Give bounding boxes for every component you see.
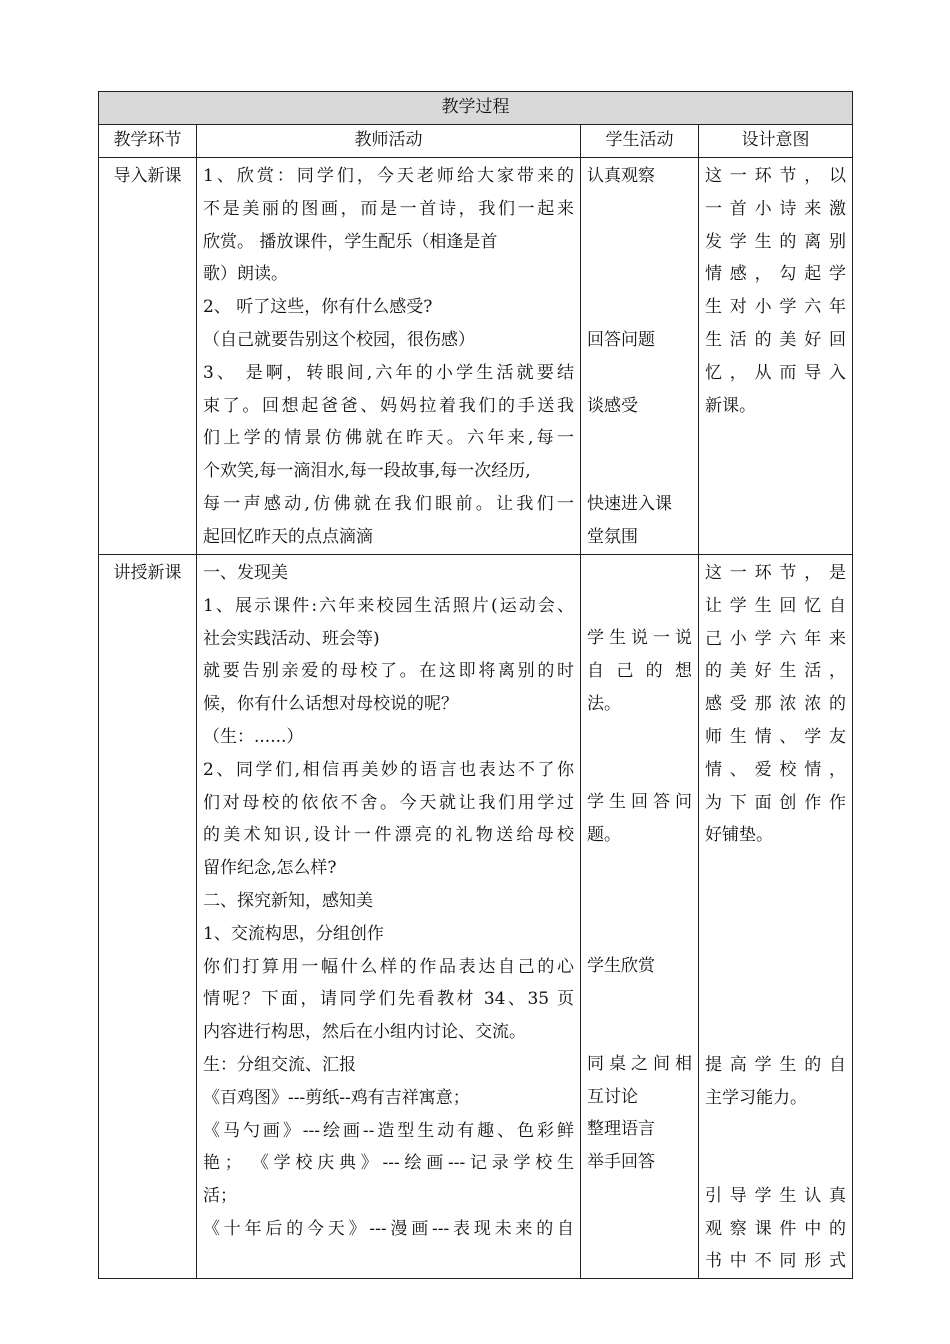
stage-cell: 讲授新课: [99, 554, 197, 1278]
teacher-line: （生：......）: [203, 726, 304, 747]
teacher-line: 束了。回想起爸爸、妈妈拉着我们的手送我: [203, 395, 574, 416]
design-line: 主学习能力。: [705, 1087, 807, 1108]
student-line: 回答问题: [587, 329, 655, 350]
teacher-line: 内容进行构思，然后在小组内讨论、交流。: [203, 1022, 526, 1043]
student-line: 快速进入课: [587, 494, 672, 515]
design-line: 情感，勾起学: [705, 264, 846, 285]
design-line: 观察课件中的: [705, 1218, 846, 1239]
design-line: 一首小诗来激: [705, 198, 846, 219]
student-line: 法。: [587, 693, 621, 714]
teacher-line: 们对母校的依依不舍。今天就让我们用学过: [203, 792, 574, 813]
student-line: 学生说一说: [587, 627, 692, 648]
design-line: 新课。: [705, 395, 756, 416]
teacher-line: 《马勺画》---绘画--造型生动有趣、色彩鲜: [203, 1120, 574, 1141]
design-line: 生对小学六年: [705, 297, 846, 318]
design-cell: [699, 554, 853, 1278]
teacher-line: 一、发现美: [203, 562, 288, 583]
student-line: 同桌之间相: [587, 1053, 692, 1074]
student-cell: [581, 554, 699, 1278]
student-cell: [581, 158, 699, 555]
student-line: 互讨论: [587, 1086, 638, 1107]
design-line: 情、爱校情，: [705, 759, 846, 780]
header-student: 学生活动: [581, 125, 699, 158]
lesson-process-table: [98, 91, 853, 1279]
teacher-line: 起回忆昨天的点点滴滴: [203, 526, 373, 547]
design-line: 己小学六年来: [705, 628, 846, 649]
student-line: 自己的想: [587, 660, 692, 681]
lesson-process-sheet: [98, 91, 852, 1279]
teacher-line: 《百鸡图》---剪纸--鸡有吉祥寓意；: [203, 1087, 470, 1108]
teacher-line: 歌）朗读。: [203, 264, 288, 285]
design-line: 好铺垫。: [705, 825, 773, 846]
design-line: 生活的美好回: [705, 329, 846, 350]
student-line: 谈感受: [587, 395, 638, 416]
teacher-line: 二、探究新知，感知美: [203, 890, 373, 911]
teacher-line: 社会实践活动、班会等): [203, 628, 380, 649]
teacher-line: （自己就要告别这个校园，很伤感）: [203, 329, 475, 350]
teacher-line: 1、欣赏：同学们，今天老师给大家带来的: [203, 166, 574, 186]
teacher-line: 1、展示课件:六年来校园生活照片(运动会、: [203, 595, 574, 616]
design-line: 忆，从而导入: [705, 362, 846, 383]
teacher-line: 2、 听了这些，你有什么感受?: [203, 297, 433, 318]
student-line: 认真观察: [587, 166, 655, 186]
teacher-line: 你们打算用一幅什么样的作品表达自己的心: [203, 956, 574, 977]
teacher-line: 情呢？下面，请同学们先看教材 34、35 页: [203, 989, 574, 1010]
design-line: 让学生回忆自: [705, 595, 846, 616]
teacher-line: 就要告别亲爱的母校了。在这即将离别的时: [203, 661, 574, 682]
teacher-line: 艳； 《学校庆典》---绘画---记录学校生: [203, 1153, 574, 1174]
header-design: 设计意图: [699, 125, 853, 158]
student-line: 学生回答问: [587, 792, 692, 813]
student-line: 堂氛围: [587, 527, 638, 548]
teacher-line: 2、同学们,相信再美妙的语言也表达不了你: [203, 759, 574, 780]
design-line: 为下面创作作: [705, 792, 846, 813]
design-line: 这一环节，以: [705, 166, 846, 186]
teacher-line: 《十年后的今天》---漫画---表现未来的自: [203, 1218, 574, 1239]
design-cell: [699, 158, 853, 555]
design-line: 这一环节，是: [705, 562, 846, 583]
teacher-line: 的美术知识,设计一件漂亮的礼物送给母校: [203, 825, 574, 846]
teacher-line: 个欢笑,每一滴泪水,每一段故事,每一次经历,: [203, 461, 531, 482]
design-line: 师生情、学友: [705, 726, 846, 747]
student-line: 整理语言: [587, 1119, 655, 1140]
teacher-cell: [197, 554, 581, 1278]
design-line: 发学生的离别: [705, 231, 846, 252]
table-row: [99, 158, 853, 555]
teacher-line: 生：分组交流、汇报: [203, 1054, 356, 1075]
table-row: [99, 554, 853, 1278]
table-title-row: [99, 92, 853, 125]
student-line: 题。: [587, 825, 621, 846]
header-stage: 教学环节: [99, 125, 197, 158]
teacher-line: 候，你有什么话想对母校说的呢？: [203, 694, 458, 715]
design-line: 引导学生认真: [705, 1185, 846, 1206]
teacher-line: 活；: [203, 1186, 237, 1207]
table-title: 教学过程: [99, 92, 853, 125]
student-line: 举手回答: [587, 1152, 655, 1173]
design-line: 提高学生的自: [705, 1055, 846, 1076]
design-line: 感受那浓浓的: [705, 694, 846, 715]
teacher-line: 们上学的情景仿佛就在昨天。六年来,每一: [203, 428, 574, 449]
table-header-row: [99, 125, 853, 158]
student-line: 学生欣赏: [587, 955, 655, 976]
teacher-line: 1、交流构思，分组创作: [203, 923, 384, 944]
teacher-line: 每一声感动,仿佛就在我们眼前。让我们一: [203, 493, 574, 514]
teacher-line: 欣赏。 播放课件，学生配乐（相逢是首: [203, 231, 498, 252]
teacher-line: 不是美丽的图画，而是一首诗，我们一起来: [203, 198, 574, 219]
teacher-line: 留作纪念,怎么样?: [203, 858, 337, 879]
teacher-line: 3、 是啊，转眼间,六年的小学生活就要结: [203, 362, 574, 383]
design-line: 书中不同形式: [705, 1251, 846, 1272]
stage-cell: 导入新课: [99, 158, 197, 555]
teacher-cell: [197, 158, 581, 555]
design-line: 的美好生活，: [705, 661, 846, 682]
header-teacher: 教师活动: [197, 125, 581, 158]
